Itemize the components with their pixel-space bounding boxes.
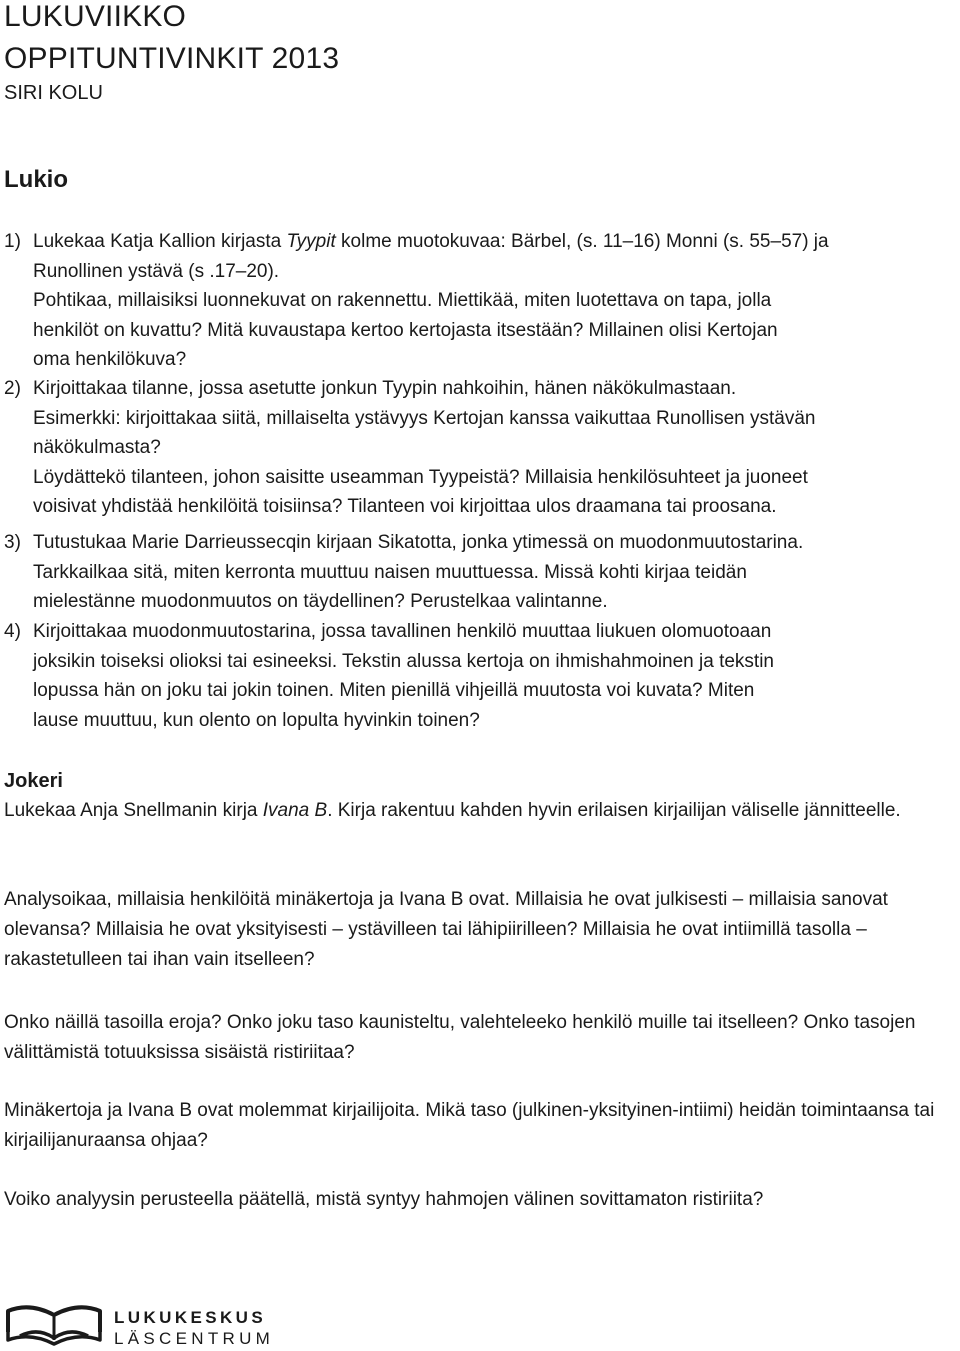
jokeri-paragraph: Minäkertoja ja Ivana B ovat molemmat kirjailijoita. Mikä taso (julkinen-yksityinen-intiimi) heidän toimintaansa tai kirjailijanuraansa ohjaa?	[4, 1100, 935, 1151]
open-book-icon	[4, 1300, 104, 1346]
task-body	[33, 528, 956, 617]
author-name: SIRI KOLU	[4, 82, 103, 104]
task-line: Löydättekö tilanteen, johon saisitte useamman Tyypeistä? Millaisia henkilösuhteet ja juoneet	[33, 466, 808, 488]
document-title-line2: OPPITUNTIVINKIT 2013	[4, 42, 340, 75]
book-title: Tyypit	[286, 231, 336, 252]
task-line: Pohtikaa, millaisiksi luonnekuvat on rakennettu. Miettikää, miten luotettava on tapa, jolla	[33, 290, 772, 311]
paragraph-text: Lukekaa Anja Snellmanin kirja	[4, 800, 263, 821]
document-title-line1: LUKUVIIKKO	[4, 0, 187, 33]
task-body	[33, 374, 956, 522]
task-line: Esimerkki: kirjoittakaa siitä, millaiselta ystävyys Kertojan kanssa vaikuttaa Runollisen ystävän	[33, 407, 816, 429]
task-line: lopussa hän on joku tai jokin toinen. Miten pienillä vihjeillä muutosta voi kuvata? Miten	[33, 680, 755, 701]
task-item	[4, 528, 956, 617]
task-body	[33, 617, 956, 735]
task-item	[4, 617, 956, 735]
task-body	[33, 227, 956, 375]
task-line: Kirjoittakaa muodonmuutostarina, jossa tavallinen henkilö muuttaa liukuen olomuotoaan	[33, 621, 772, 642]
task-line: Runollinen ystävä (s .17–20).	[33, 260, 280, 282]
section-heading-jokeri: Jokeri	[4, 770, 63, 792]
lukukeskus-logo	[4, 1296, 274, 1351]
task-line: oma henkilökuva?	[33, 349, 187, 370]
task-item	[4, 227, 956, 375]
logo-text-swedish: LÄSCENTRUM	[114, 1329, 275, 1348]
task-line: mielestänne muodonmuutos on täydellinen? Perustelkaa valintanne.	[33, 591, 608, 612]
task-text: Lukekaa Katja Kallion kirjasta	[33, 231, 287, 252]
paragraph-text: . Kirja rakentuu kahden hyvin erilaisen kirjailijan väliselle jännitteelle.	[327, 800, 901, 821]
book-title: Ivana B	[262, 800, 328, 821]
task-item	[4, 374, 956, 522]
task-line: Kirjoittakaa tilanne, jossa asetutte jonkun Tyypin nahkoihin, hänen näkökulmastaan.	[33, 378, 737, 399]
task-line: joksikin toiseksi olioksi tai esineeksi. Tekstin alussa kertoja on ihmishahmoinen ja tekstin	[33, 650, 774, 672]
task-text: kolme muotokuvaa: Bärbel, (s. 11–16) Monni (s. 55–57) ja	[335, 231, 829, 252]
task-line: lause muuttuu, kun olento on lopulta hyvinkin toinen?	[33, 709, 480, 731]
task-line: voisivat yhdistää henkilöitä toisiinsa? Tilanteen voi kirjoittaa ulos draamana tai proosana.	[33, 496, 777, 517]
task-line: näkökulmasta?	[33, 437, 161, 458]
task-number: 4)	[4, 621, 21, 642]
jokeri-paragraph: Voiko analyysin perusteella päätellä, mistä syntyy hahmojen välinen sovittamaton ristiriita?	[4, 1189, 764, 1210]
task-line: Tutustukaa Marie Darrieussecqin kirjaan Sikatotta, jonka ytimessä on muodonmuutostarina.	[33, 532, 804, 553]
jokeri-paragraph: Analysoikaa, millaisia henkilöitä minäkertoja ja Ivana B ovat. Millaisia he ovat julkisesti – millaisia sanovat olevansa? Millaisia he ovat yksityisesti – ystävilleen tai lähipiirilleen? Millaisia he ovat intiimillä tasolla – rakastetulleen tai ihan vain itselleen?	[4, 889, 888, 970]
jokeri-paragraph: Onko näillä tasoilla eroja? Onko joku taso kaunisteltu, valehteleeko henkilö muille tai itselleen? Onko tasojen välittämistä totuuksissa sisäistä ristiriitaa?	[4, 1012, 916, 1063]
task-line	[33, 227, 956, 257]
task-number: 1)	[4, 231, 21, 252]
task-line: Tarkkailkaa sitä, miten kerronta muuttuu naisen muuttuessa. Missä kohti kirjaa teidän	[33, 561, 747, 583]
task-line: henkilöt on kuvattu? Mitä kuvaustapa kertoo kertojasta itsestään? Millainen olisi Kertojan	[33, 319, 778, 341]
task-number: 3)	[4, 532, 21, 553]
task-number: 2)	[4, 378, 21, 399]
jokeri-intro-paragraph	[4, 796, 956, 826]
logo-text-finnish: LUKUKESKUS	[114, 1308, 267, 1327]
section-heading-lukio: Lukio	[4, 166, 68, 193]
